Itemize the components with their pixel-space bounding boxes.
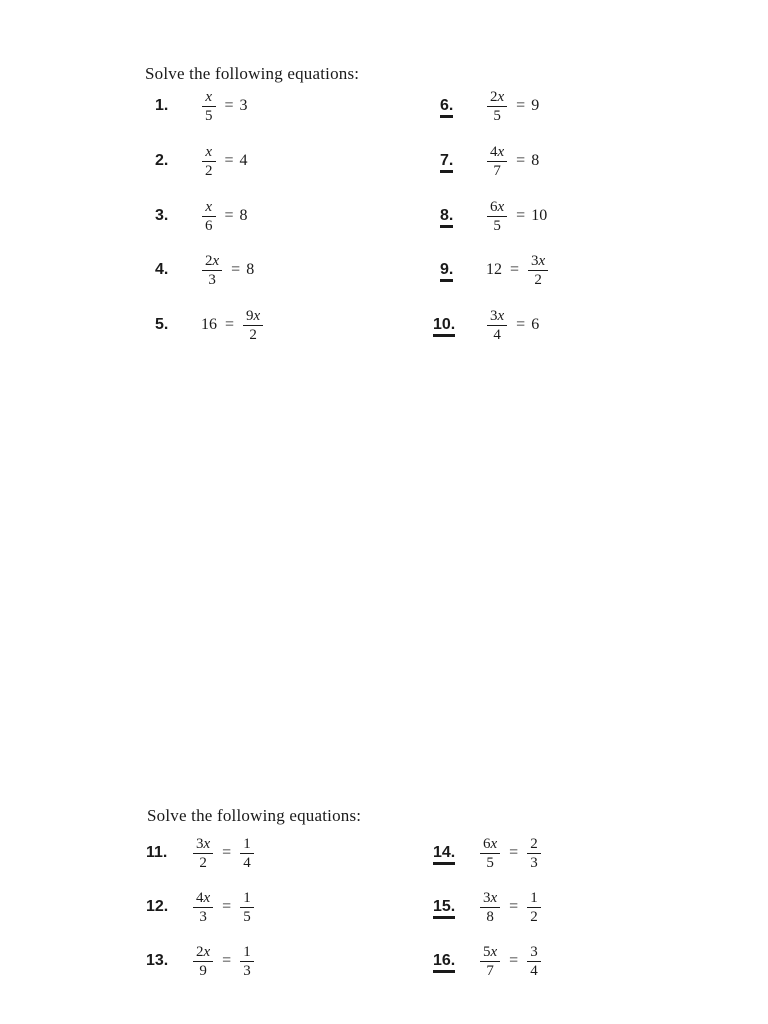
problem-number: 2. [155, 152, 169, 169]
problem-15 [433, 883, 544, 931]
problem-number: 5. [155, 316, 169, 333]
equation: 16 = $\frac{9x}{2}$ [199, 307, 266, 344]
problem-number: 1. [155, 97, 169, 114]
equation: $\frac{2x}{9}$ = $\frac{1}{3}$ [190, 943, 257, 980]
equation: $\frac{4x}{7}$ = 8 [484, 143, 539, 180]
problem-number: 4. [155, 261, 169, 278]
problem-13 [146, 937, 257, 985]
problem-number: 10. [433, 316, 484, 334]
problem-11 [146, 829, 257, 877]
problem-9 [440, 246, 551, 294]
problem-12 [146, 883, 257, 931]
problem-14 [433, 829, 544, 877]
equation: 12 = $\frac{3x}{2}$ [484, 252, 551, 289]
problem-number: 11. [146, 844, 168, 861]
problem-4 [155, 246, 254, 294]
problem-10 [433, 301, 539, 349]
problem-number: 12. [146, 898, 169, 915]
problem-number: 15. [433, 898, 477, 916]
problem-1 [155, 82, 248, 130]
problem-8 [440, 192, 547, 240]
problem-5 [155, 301, 266, 349]
problem-number: 9. [440, 261, 484, 279]
problem-number: 14. [433, 844, 477, 862]
equation: $\frac{2x}{5}$ = 9 [484, 88, 539, 125]
equation: $\frac{x}{5}$ = 3 [199, 88, 248, 125]
problem-number: 16. [433, 952, 477, 970]
equation: $\frac{4x}{3}$ = $\frac{1}{5}$ [190, 889, 257, 926]
problem-3 [155, 192, 248, 240]
problem-7 [440, 137, 539, 185]
equation: $\frac{3x}{8}$ = $\frac{1}{2}$ [477, 889, 544, 926]
equation: $\frac{3x}{2}$ = $\frac{1}{4}$ [190, 835, 257, 872]
problem-16 [433, 937, 544, 985]
equation: $\frac{x}{6}$ = 8 [199, 198, 248, 235]
problem-2 [155, 137, 248, 185]
section1-instruction: Solve the following equations: [145, 64, 360, 83]
equation: $\frac{3x}{4}$ = 6 [484, 307, 539, 344]
problem-6 [440, 82, 539, 130]
equation: $\frac{6x}{5}$ = $\frac{2}{3}$ [477, 835, 544, 872]
problem-number: 3. [155, 207, 169, 224]
equation: $\frac{x}{2}$ = 4 [199, 143, 248, 180]
section2-instruction: Solve the following equations: [147, 806, 362, 825]
problem-number: 7. [440, 152, 484, 170]
equation: $\frac{6x}{5}$ = 10 [484, 198, 547, 235]
equation: $\frac{5x}{7}$ = $\frac{3}{4}$ [477, 943, 544, 980]
problem-number: 8. [440, 207, 484, 225]
problem-number: 13. [146, 952, 169, 969]
problem-number: 6. [440, 97, 484, 115]
equation: $\frac{2x}{3}$ = 8 [199, 252, 254, 289]
